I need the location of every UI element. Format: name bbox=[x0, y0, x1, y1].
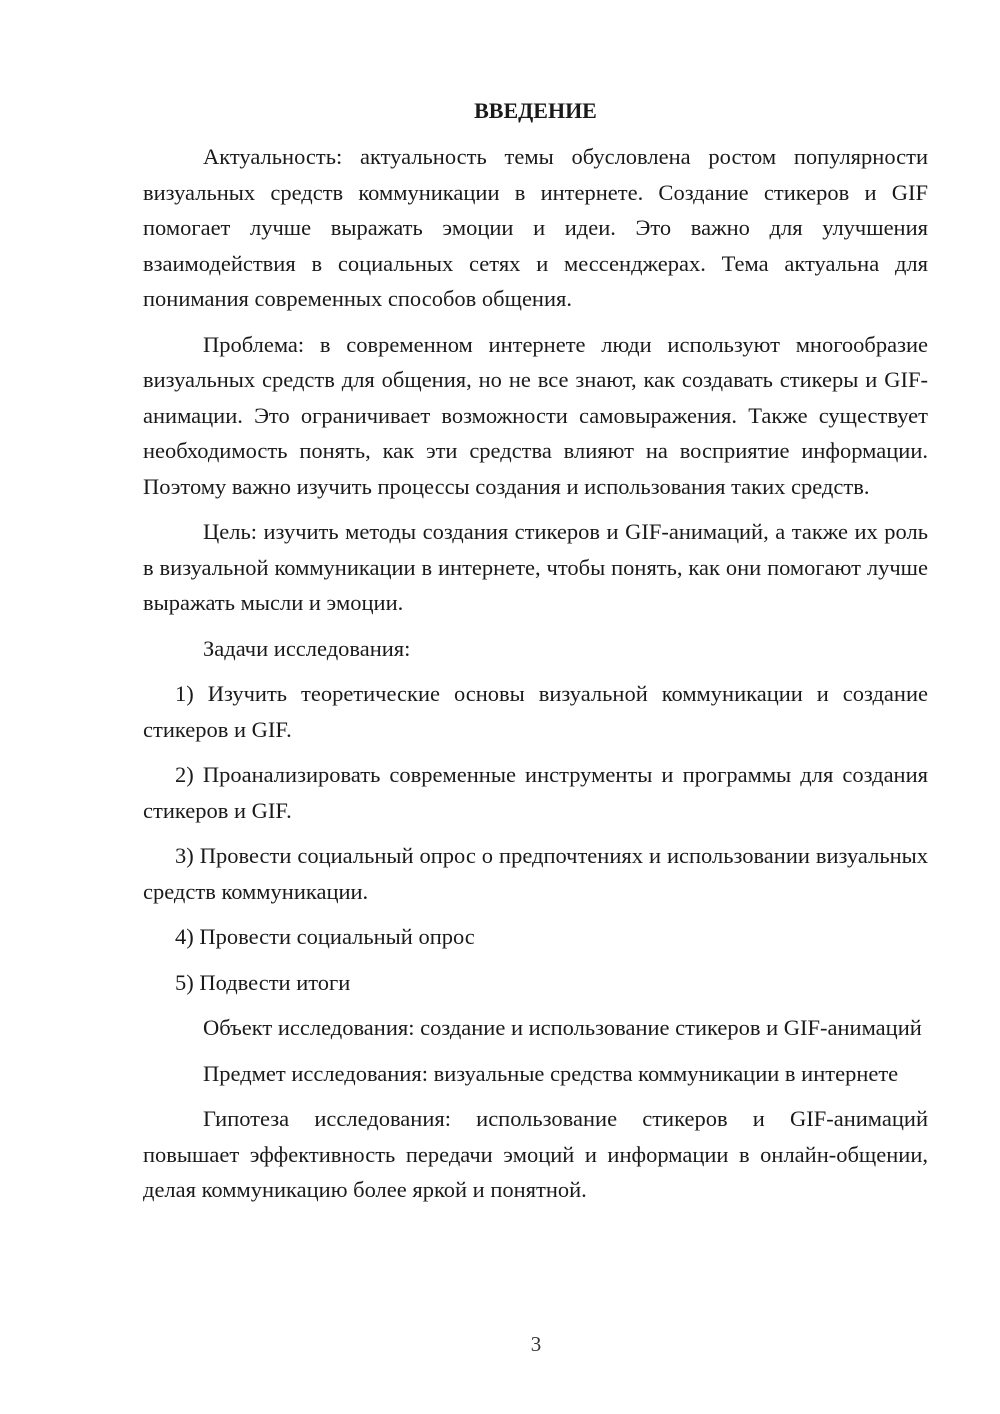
task-item: 1) Изучить теоретические основы визуальной коммуникации и создание стикеров и GIF. bbox=[143, 681, 928, 742]
task-item: 3) Провести социальный опрос о предпочтениях и использовании визуальных средств коммуникации. bbox=[143, 843, 928, 904]
task-item: 2) Проанализировать современные инструменты и программы для создания стикеров и GIF. bbox=[143, 762, 928, 823]
section-title: ВВЕДЕНИЕ bbox=[474, 98, 597, 123]
task-item: 4) Провести социальный опрос bbox=[175, 924, 475, 949]
goal-paragraph: Цель: изучить методы создания стикеров и GIF-анимаций, а также их роль в визуальной коммуникации в интернете, чтобы понять, как они помогают лучше выражать мысли и эмоции. bbox=[143, 519, 928, 615]
page-number: 3 bbox=[530, 1332, 542, 1356]
research-subject-paragraph: Предмет исследования: визуальные средства коммуникации в интернете bbox=[203, 1060, 899, 1086]
tasks-heading: Задачи исследования: bbox=[203, 635, 411, 661]
document-page bbox=[143, 95, 928, 1218]
task-item: 5) Подвести итоги bbox=[175, 969, 351, 995]
relevance-paragraph: Актуальность: актуальность темы обусловлена ростом популярности визуальных средств коммуникации в интернете. Создание стикеров и GIF помогает лучше выражать эмоции и идеи. Это важно для улучшения взаимодействия в социальных сетях и мессенджерах. Тема актуальна для понимания современных способов общения. bbox=[143, 144, 928, 311]
research-hypothesis-paragraph: Гипотеза исследования: использование стикеров и GIF-анимаций повышает эффективность передачи эмоций и информации в онлайн-общении, делая коммуникацию более яркой и понятной. bbox=[143, 1106, 928, 1202]
research-object-paragraph: Объект исследования: создание и использование стикеров и GIF-анимаций bbox=[203, 1015, 922, 1040]
problem-paragraph: Проблема: в современном интернете люди используют многообразие визуальных средств для общения, но не все знают, как создавать стикеры и GIF-анимации. Это ограничивает возможности самовыражения. Также существует необходимость понять, как эти средства влияют на восприятие информации. Поэтому важно изучить процессы создания и использования таких средств. bbox=[143, 331, 928, 499]
